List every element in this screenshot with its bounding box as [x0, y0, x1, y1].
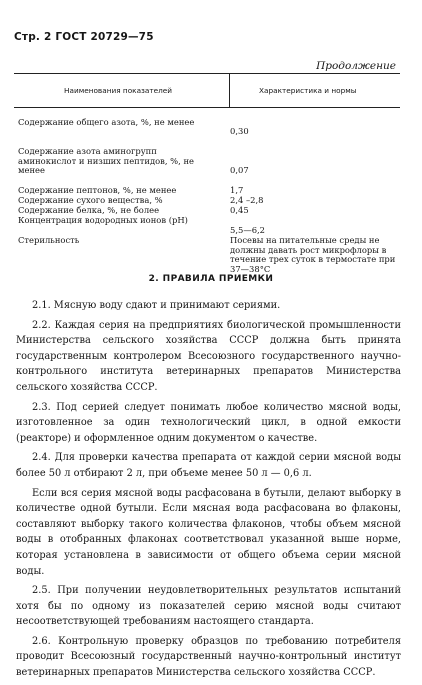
paragraph: 2.2. Каждая серия на предприятиях биологической промышленности Министерства сельского хозяйства СССР должна быть принята государственным контролером Всесоюзного государственного научно-контрольного института ветеринарных препаратов Министерства сельского хозяйства СССР.	[16, 319, 401, 393]
row-name: Концентрация водородных ионов (рН)	[18, 215, 188, 225]
row-value: 0,30	[230, 126, 249, 136]
row-name: Содержание азота аминогрупп аминокислот и низших пептидов, %, не менее	[18, 146, 195, 176]
row-value: 0,07	[230, 165, 249, 175]
row-name: Содержание пептонов, %, не менее	[18, 185, 177, 195]
paragraph: Если вся серия мясной воды расфасована в бутыли, делают выборку в количестве одной бутыли. Если мясная вода расфасована во флаконы, составляют выборку такого количества флаконов, чтобы объем мясной воды в отобранных флаконах соответствовал указанной выше норме, которая установлена в зависимости от общего объема серии мясной воды.	[16, 487, 401, 577]
row-value: 0,45	[230, 205, 249, 215]
paragraph: 2.6. Контрольную проверку образцов по требованию потребителя проводит Всесоюзный государственный научно-контрольный институт ветеринарных препаратов Министерства сельского хозяйства СССР.	[16, 635, 401, 679]
table-body	[18, 118, 403, 276]
section-title: 2. ПРАВИЛА ПРИЕМКИ	[148, 274, 274, 284]
row-value: 5,5—6,2	[230, 225, 266, 235]
table-row	[18, 118, 403, 147]
column-header-indicator: Наименования показателей	[64, 86, 173, 95]
continued-label: Продолжение	[316, 60, 396, 72]
table-row	[18, 216, 403, 236]
row-value: 2,4 –2,8	[230, 195, 264, 205]
row-name: Содержание белка, %, не более	[18, 205, 160, 215]
table-header	[14, 73, 400, 108]
paragraph: 2.1. Мясную воду сдают и принимают сериями.	[32, 300, 281, 311]
table-row	[18, 147, 403, 186]
paragraph: 2.3. Под серией следует понимать любое количество мясной воды, изготовленное за один технологический цикл, в одной емкости (реакторе) и оформленное одним документом о качестве.	[16, 401, 401, 444]
paragraph: 2.4. Для проверки качества препарата от каждой серии мясной воды более 50 л отбирают 2 л, при объеме менее 50 л — 0,6 л.	[16, 452, 401, 479]
row-value: 1,7	[230, 185, 244, 195]
paragraph: 2.5. При получении неудовлетворительных результатов испытаний хотя бы по одному из показателей серию мясной воды считают несоответствующей требованиям настоящего стандарта.	[16, 585, 401, 628]
table-row	[18, 236, 403, 276]
column-header-norms: Характеристика и нормы	[259, 86, 357, 95]
row-name: Содержание сухого вещества, %	[18, 195, 163, 205]
row-name: Содержание общего азота, %, не менее	[18, 117, 195, 127]
row-value: Посевы на питательные среды не должны давать рост микрофлоры в течение трех суток в термостате при 37—38°С	[230, 235, 396, 274]
row-name: Стерильность	[18, 235, 80, 245]
column-divider	[229, 74, 230, 107]
running-head: Стр. 2 ГОСТ 20729—75	[14, 31, 154, 43]
